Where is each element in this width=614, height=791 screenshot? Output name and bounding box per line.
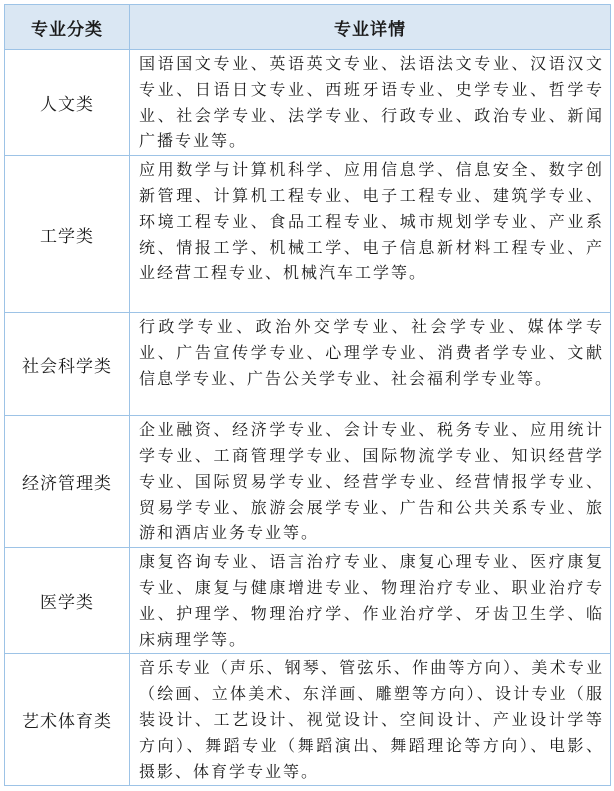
- table-row: [5, 313, 611, 416]
- header-detail: 专业详情: [130, 5, 611, 50]
- table-row: [5, 156, 611, 313]
- category-cell: 社会科学类: [5, 313, 130, 416]
- table-header-row: [5, 5, 611, 50]
- detail-cell: 应用数学与计算机科学、应用信息学、信息安全、数字创新管理、计算机工程专业、电子工程专业、建筑学专业、环境工程专业、食品工程专业、城市规划学专业、产业系统、情报工学、机械工学、电子信息新材料工程专业、产业经营工程专业、机械汽车工学等。: [130, 156, 611, 313]
- table-row: [5, 654, 611, 786]
- table-row: [5, 548, 611, 654]
- detail-cell: 行政学专业、政治外交学专业、社会学专业、媒体学专业、广告宣传学专业、心理学专业、消费者学专业、文献信息学专业、广告公关学专业、社会福利学专业等。: [130, 313, 611, 416]
- header-category: 专业分类: [5, 5, 130, 50]
- category-cell: 人文类: [5, 50, 130, 156]
- detail-cell: 国语国文专业、英语英文专业、法语法文专业、汉语汉文专业、日语日文专业、西班牙语专业、史学专业、哲学专业、社会学专业、法学专业、行政专业、政治专业、新闻广播专业等。: [130, 50, 611, 156]
- majors-table: [4, 4, 611, 786]
- category-cell: 医学类: [5, 548, 130, 654]
- detail-cell: 企业融资、经济学专业、会计专业、税务专业、应用统计学专业、工商管理学专业、国际物流学专业、知识经营学专业、国际贸易学专业、经营学专业、经营情报学专业、贸易学专业、旅游会展学专业、广告和公共关系专业、旅游和酒店业务专业等。: [130, 416, 611, 548]
- category-cell: 工学类: [5, 156, 130, 313]
- detail-cell: 音乐专业（声乐、钢琴、管弦乐、作曲等方向）、美术专业（绘画、立体美术、东洋画、雕塑等方向）、设计专业（服装设计、工艺设计、视觉设计、空间设计、产业设计学等方向）、舞蹈专业（舞蹈演出、舞蹈理论等方向）、电影、摄影、体育学专业等。: [130, 654, 611, 786]
- majors-table-container: [4, 4, 610, 786]
- table-row: [5, 50, 611, 156]
- category-cell: 经济管理类: [5, 416, 130, 548]
- detail-cell: 康复咨询专业、语言治疗专业、康复心理专业、医疗康复专业、康复与健康增进专业、物理治疗专业、职业治疗专业、护理学、物理治疗学、作业治疗学、牙齿卫生学、临床病理学等。: [130, 548, 611, 654]
- category-cell: 艺术体育类: [5, 654, 130, 786]
- table-row: [5, 416, 611, 548]
